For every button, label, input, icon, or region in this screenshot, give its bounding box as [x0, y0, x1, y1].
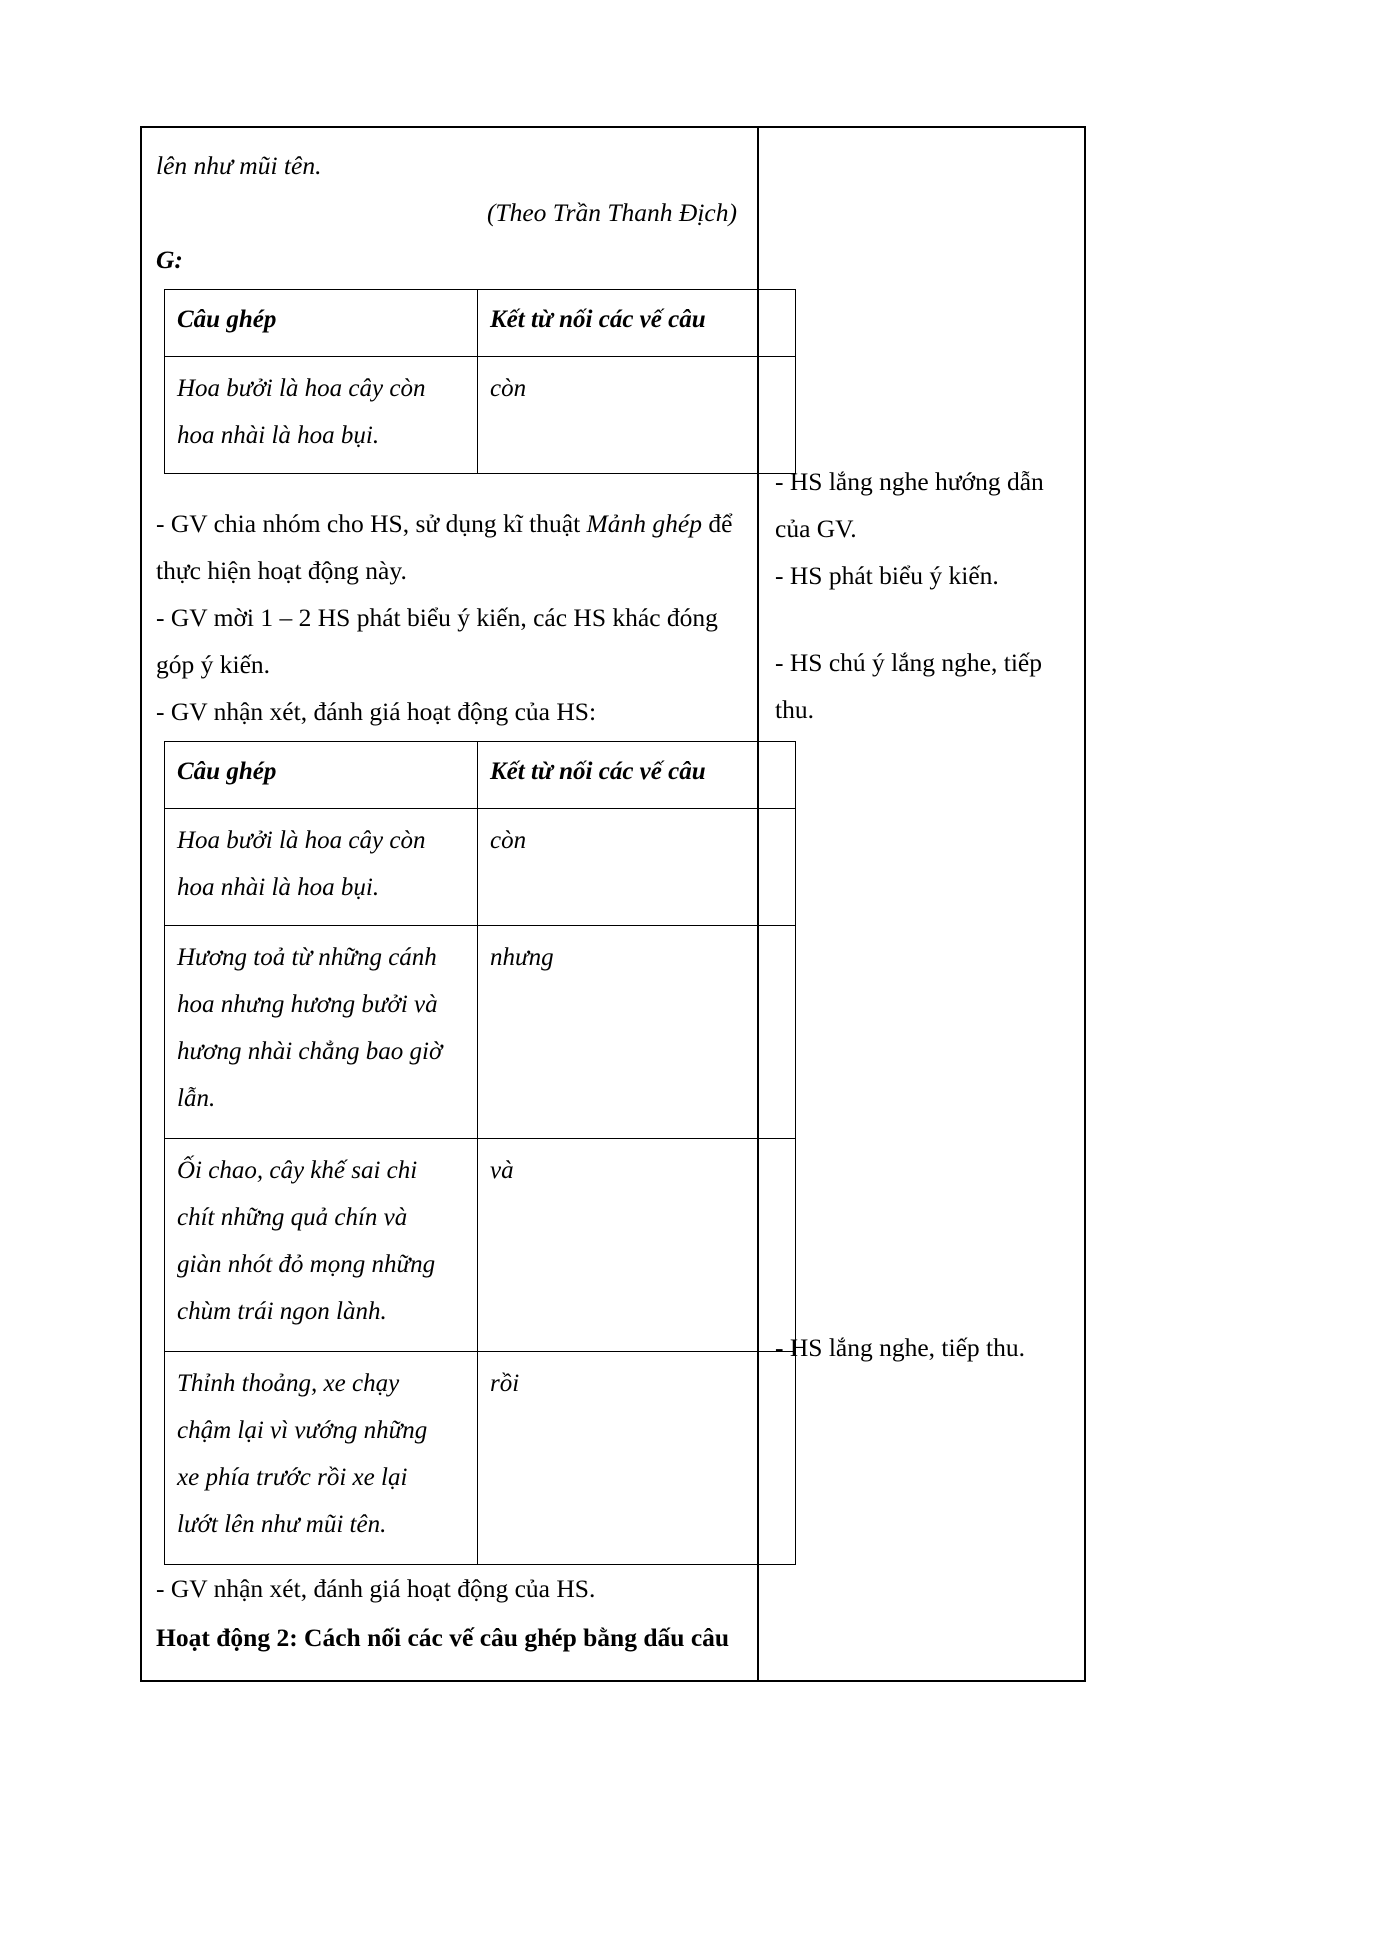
instruction-1 — [156, 500, 741, 547]
technique-name: Mảnh ghép — [586, 509, 702, 538]
sentence-line: Ối chao, cây khế sai chi — [177, 1157, 418, 1184]
table-row — [165, 809, 796, 926]
instruction-1-line-2: thực hiện hoạt động này. — [156, 556, 407, 585]
sentence-line: Hoa bưởi là hoa cây còn — [177, 375, 426, 402]
student-note-3-line-2: thu. — [775, 695, 814, 724]
sentence-line: hoa nhưng hương bưởi và — [177, 991, 438, 1018]
spacer — [775, 733, 1070, 1324]
sentence-line: hoa nhài là hoa bụi. — [177, 422, 380, 449]
sentence-line: chùm trái ngon lành. — [177, 1298, 387, 1325]
sentence-line: lẫn. — [177, 1085, 216, 1112]
sentence-cell — [165, 926, 478, 1139]
instruction-1-suffix: để — [708, 509, 733, 538]
table-row — [141, 127, 1085, 1681]
sentence-cell — [165, 357, 478, 474]
connector-word: rồi — [490, 1370, 520, 1397]
connector-cell — [478, 1139, 796, 1352]
sentence-line: chít những quả chín và — [177, 1204, 408, 1231]
column-header-cau-ghep: Câu ghép — [177, 758, 277, 785]
sentence-cell — [165, 1139, 478, 1352]
sentence-line: Thỉnh thoảng, xe chạy — [177, 1370, 400, 1397]
activity-2-heading: Hoạt động 2: Cách nối các vế câu ghép bằng dấu câu — [156, 1623, 730, 1652]
connector-cell — [478, 1352, 796, 1565]
student-activity-column — [758, 127, 1085, 1681]
column-header-cau-ghep: Câu ghép — [177, 306, 277, 333]
sentence-line: Hoa bưởi là hoa cây còn — [177, 827, 426, 854]
table-header-cell — [478, 742, 796, 809]
sentence-line: hoa nhài là hoa bụi. — [177, 874, 380, 901]
connector-word: còn — [490, 827, 527, 854]
compound-sentence-table-2 — [164, 741, 796, 1565]
table-row — [165, 357, 796, 474]
instruction-1-prefix: - GV chia nhóm cho HS, sử dụng kĩ thuật — [156, 509, 581, 538]
sentence-line: chậm lại vì vướng những — [177, 1417, 428, 1444]
opening-line: lên như mũi tên. — [156, 151, 322, 180]
student-note-1-line-2: của GV. — [775, 514, 857, 543]
student-note-2: - HS phát biểu ý kiến. — [775, 561, 999, 590]
table-row — [165, 1352, 796, 1565]
connector-word: còn — [490, 375, 527, 402]
sentence-line: Hương toả từ những cánh — [177, 944, 437, 971]
source-attribution: (Theo Trần Thanh Địch) — [486, 198, 737, 227]
table-header-row — [165, 742, 796, 809]
instruction-2-line-1: - GV mời 1 – 2 HS phát biểu ý kiến, các HS khác đóng — [156, 603, 718, 632]
connector-word: và — [490, 1157, 514, 1184]
spacer — [775, 142, 1070, 458]
lesson-plan-outer-table — [140, 126, 1086, 1682]
table-header-cell — [165, 290, 478, 357]
teacher-activity-column — [141, 127, 758, 1681]
sentence-line: giàn nhót đỏ mọng những — [177, 1251, 436, 1278]
sentence-line: lướt lên như mũi tên. — [177, 1511, 387, 1538]
connector-cell — [478, 357, 796, 474]
sentence-cell — [165, 1352, 478, 1565]
answer-label: G: — [156, 245, 183, 274]
compound-sentence-table-1 — [164, 289, 796, 474]
connector-word: nhưng — [490, 944, 554, 971]
instruction-3: - GV nhận xét, đánh giá hoạt động của HS: — [156, 697, 597, 726]
table-header-cell — [478, 290, 796, 357]
table-header-row — [165, 290, 796, 357]
table-row — [165, 1139, 796, 1352]
student-note-4: - HS lắng nghe, tiếp thu. — [775, 1333, 1026, 1362]
sentence-line: hương nhài chẳng bao giờ — [177, 1038, 443, 1065]
spacer — [775, 599, 1070, 639]
column-header-ket-tu: Kết từ nối các vế câu — [490, 306, 706, 333]
student-note-3-line-1: - HS chú ý lắng nghe, tiếp — [775, 648, 1042, 677]
instruction-2-line-2: góp ý kiến. — [156, 650, 271, 679]
table-header-cell — [165, 742, 478, 809]
sentence-line: xe phía trước rồi xe lại — [177, 1464, 408, 1491]
spacer — [156, 474, 741, 500]
table-row — [165, 926, 796, 1139]
column-header-ket-tu: Kết từ nối các vế câu — [490, 758, 706, 785]
connector-cell — [478, 809, 796, 926]
student-note-1-line-1: - HS lắng nghe hướng dẫn — [775, 467, 1044, 496]
connector-cell — [478, 926, 796, 1139]
closing-note: - GV nhận xét, đánh giá hoạt động của HS. — [156, 1574, 596, 1603]
sentence-cell — [165, 809, 478, 926]
